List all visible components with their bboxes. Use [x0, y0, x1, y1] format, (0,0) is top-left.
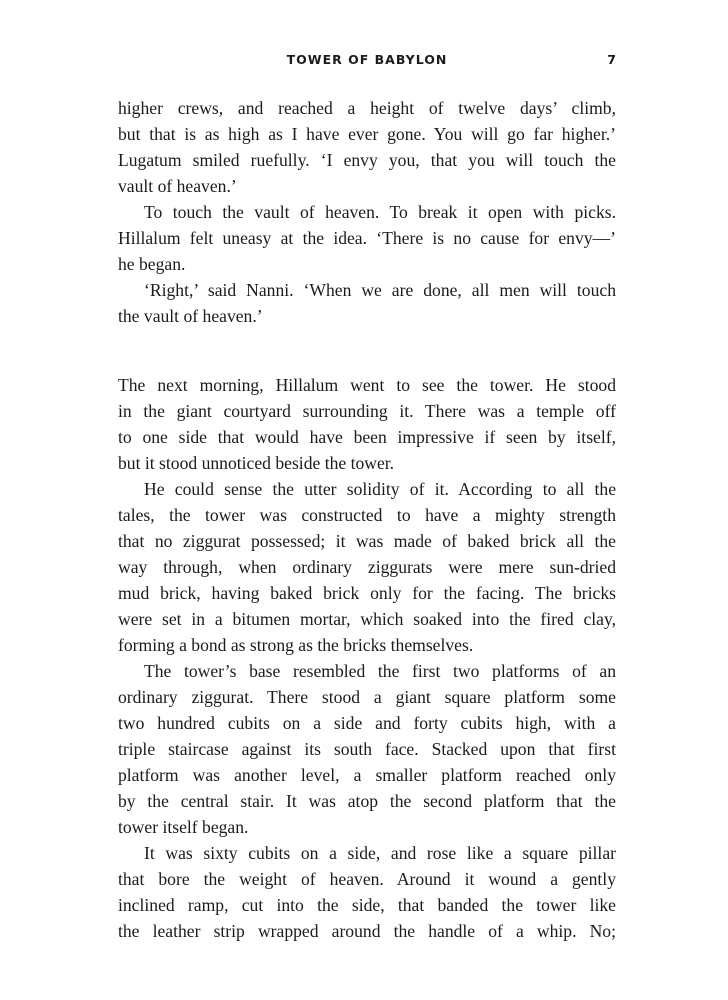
text-line: ordinary ziggurat. There stood a giant square platform some [118, 687, 616, 707]
text-line: It was sixty cubits on a side, and rose like a square pillar [144, 843, 616, 863]
text-line: but that is as high as I have ever gone. You will go far higher.’ [118, 124, 616, 144]
text-line: he began. [118, 254, 186, 274]
text-line: platform was another level, a smaller platform reached only [118, 765, 616, 785]
text-line: tales, the tower was constructed to have a mighty strength [118, 505, 616, 525]
paragraph [118, 277, 616, 329]
text-line: way through, when ordinary ziggurats were mere sun-dried [118, 557, 616, 577]
text-line: that no ziggurat possessed; it was made of baked brick all the [118, 531, 616, 551]
text-line: mud brick, having baked brick only for the facing. The bricks [118, 583, 616, 603]
text-line: that bore the weight of heaven. Around it wound a gently [118, 869, 616, 889]
paragraph [118, 199, 616, 277]
text-line: ‘Right,’ said Nanni. ‘When we are done, all men will touch [144, 280, 616, 300]
section-one [118, 95, 616, 329]
text-line: were set in a bitumen mortar, which soaked into the fired clay, [118, 609, 616, 629]
text-line: the vault of heaven.’ [118, 306, 263, 326]
text-line: forming a bond as strong as the bricks themselves. [118, 635, 474, 655]
running-header [118, 48, 616, 72]
text-line: the leather strip wrapped around the handle of a whip. No; [118, 921, 616, 941]
paragraph [118, 658, 616, 840]
text-line: by the central stair. It was atop the second platform that the [118, 791, 616, 811]
text-line: The tower’s base resembled the first two platforms of an [144, 661, 616, 681]
text-line: He could sense the utter solidity of it. According to all the [144, 479, 616, 499]
paragraph [118, 372, 616, 476]
text-line: vault of heaven.’ [118, 176, 237, 196]
text-line: tower itself began. [118, 817, 249, 837]
text-line: higher crews, and reached a height of twelve days’ climb, [118, 98, 616, 118]
page-number: 7 [607, 52, 616, 67]
text-line: Hillalum felt uneasy at the idea. ‘There is no cause for envy—’ [118, 228, 616, 248]
paragraph [118, 840, 616, 944]
text-line: Lugatum smiled ruefully. ‘I envy you, that you will touch the [118, 150, 616, 170]
section-two [118, 372, 616, 944]
text-line: To touch the vault of heaven. To break it open with picks. [144, 202, 616, 222]
running-title: TOWER OF BABYLON [286, 52, 448, 67]
text-line: two hundred cubits on a side and forty cubits high, with a [118, 713, 616, 733]
paragraph [118, 476, 616, 658]
text-line: but it stood unnoticed beside the tower. [118, 453, 395, 473]
text-line: inclined ramp, cut into the side, that banded the tower like [118, 895, 616, 915]
text-line: triple staircase against its south face. Stacked upon that first [118, 739, 616, 759]
text-line: The next morning, Hillalum went to see the tower. He stood [118, 375, 616, 395]
text-line: in the giant courtyard surrounding it. There was a temple off [118, 401, 616, 421]
paragraph [118, 95, 616, 199]
text-line: to one side that would have been impressive if seen by itself, [118, 427, 616, 447]
